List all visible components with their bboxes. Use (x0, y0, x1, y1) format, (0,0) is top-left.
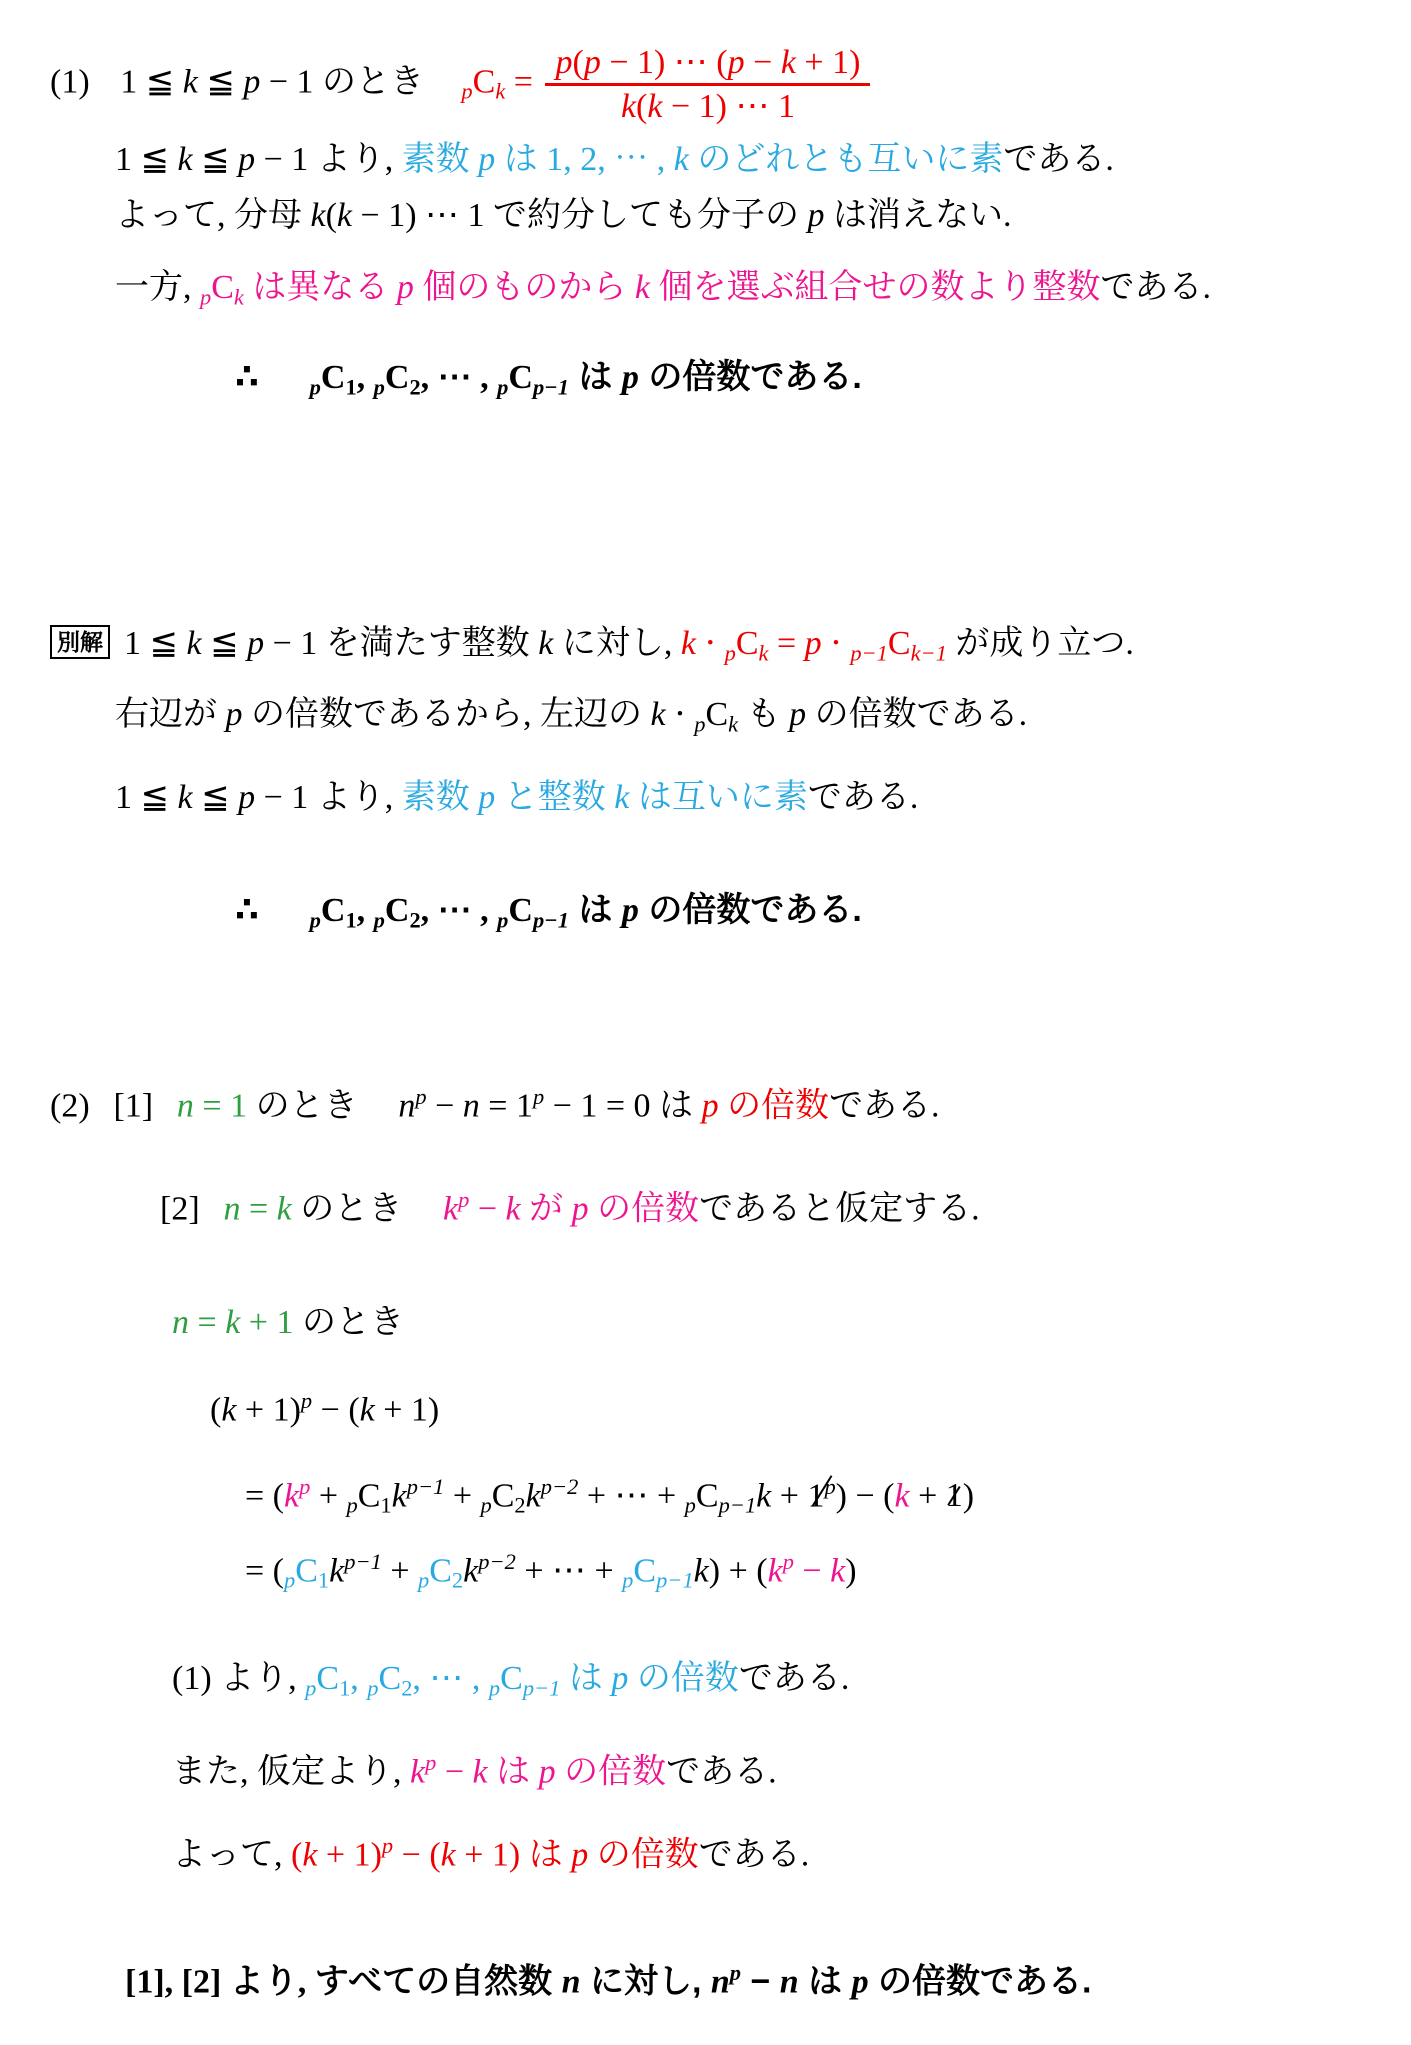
text-segment: は 1, 2, ⋯ , (495, 141, 674, 179)
text-segment: + 1) (795, 44, 861, 81)
text-segment: p (488, 1675, 501, 1701)
text-segment: + ⋯ + (578, 1477, 685, 1515)
text-segment: 2 (514, 1492, 526, 1518)
text-segment: C (705, 696, 729, 734)
text-segment: p (225, 696, 243, 734)
text-segment: k (221, 1391, 237, 1429)
text-segment: − 1 のとき (260, 63, 425, 101)
text-segment: n (223, 1190, 241, 1228)
text-segment: , ⋯ , (412, 1659, 489, 1697)
text-segment: p (782, 1549, 794, 1575)
text-segment: k (830, 1552, 846, 1590)
text-segment: 2 (401, 1675, 413, 1701)
text-segment: + (381, 1552, 418, 1590)
text-segment: p (571, 1835, 589, 1873)
text-segment: の倍数であるから, 左辺の (242, 696, 651, 734)
text-segment: C (378, 1659, 402, 1697)
text-segment: は消えない. (824, 197, 1012, 235)
text-segment: C (735, 624, 759, 662)
text-segment: p (478, 779, 496, 817)
text-segment: p−1 (718, 1492, 757, 1518)
text-segment: p (381, 1832, 394, 1858)
text-segment: p (396, 269, 414, 307)
cancelled-term (807, 1464, 835, 1519)
text-segment: k (284, 1477, 300, 1515)
text-segment: − ( (393, 1835, 441, 1873)
line-alt-coprime (0, 775, 1411, 821)
text-segment: C (295, 1552, 318, 1590)
text-segment: k (391, 1477, 407, 1515)
text-segment: C (320, 892, 346, 930)
text-segment: p (532, 1083, 545, 1109)
text-segment: p (824, 1473, 836, 1499)
text-segment: k (728, 711, 739, 737)
text-segment: 1 (345, 907, 357, 933)
text-segment: k (756, 1477, 772, 1515)
text-segment: も (738, 696, 790, 734)
text-segment: ≦ (197, 63, 244, 101)
text-segment: p (284, 1567, 296, 1593)
text-segment: 個のものから (413, 269, 635, 307)
text-segment: は互いに素 (629, 779, 808, 817)
text-segment: − (793, 1552, 831, 1590)
text-segment: が成り立つ. (946, 624, 1134, 662)
text-segment: − 1 より, (255, 779, 402, 817)
text-segment: n (172, 1304, 189, 1342)
text-segment: k (329, 1552, 345, 1590)
text-segment: ≦ (201, 624, 248, 662)
text-segment: また, 仮定より, (172, 1753, 410, 1791)
text-segment: , (350, 1659, 368, 1697)
text-segment: + 1) (236, 1391, 301, 1429)
text-segment: C (472, 63, 496, 101)
line-2-final-conclusion (0, 1950, 1411, 2005)
line-2-inductive-hypothesis (0, 1177, 1411, 1232)
text-segment: k (186, 624, 202, 662)
text-segment: p−1 (532, 907, 569, 933)
text-segment: + (771, 1477, 808, 1515)
text-segment: である. (698, 1835, 810, 1873)
text-segment: p−1 (406, 1473, 445, 1499)
text-segment: , ⋯ , (420, 892, 498, 930)
line-alt-start (0, 619, 1411, 676)
text-segment: p (611, 1659, 629, 1697)
text-segment: p (367, 1675, 379, 1701)
text-segment: C (508, 892, 533, 930)
line-1-pck-integer (0, 265, 1411, 320)
text-segment: k (410, 1753, 426, 1791)
cancelled-term (946, 1473, 963, 1519)
text-segment: n (779, 1963, 799, 2001)
text-segment: p (373, 907, 385, 933)
text-segment: の倍数である. (638, 358, 862, 397)
text-segment: − ( (312, 1391, 360, 1429)
text-segment: p (727, 44, 745, 81)
text-segment: = (505, 63, 542, 101)
text-segment: k (463, 1552, 479, 1590)
line-2-hypothesis-multiple (0, 1740, 1411, 1795)
text-segment: ⋅ (695, 624, 725, 662)
text-segment: 素数 (401, 779, 479, 817)
text-segment: p (418, 1567, 430, 1593)
line-1-binom-formula (0, 42, 1411, 127)
text-segment: すべての自然数 (314, 1962, 562, 2001)
text-segment: は (569, 891, 622, 930)
text-segment: k (758, 640, 769, 666)
text-segment: p (571, 1190, 589, 1228)
text-segment: k (472, 1753, 488, 1791)
text-segment: k (780, 44, 796, 81)
text-segment: ( (572, 44, 584, 81)
text-segment: C (695, 1477, 719, 1515)
text-segment: p (238, 141, 256, 179)
text-segment: が (520, 1190, 572, 1228)
text-segment: p (373, 374, 385, 400)
text-segment: 1 ≦ (124, 624, 187, 662)
line-2-expansion-lhs (0, 1378, 1411, 1433)
text-segment: よって, (172, 1835, 291, 1873)
text-segment: = ( (245, 1552, 284, 1590)
text-segment: ( (636, 88, 648, 126)
text-segment: ) + ( (708, 1552, 768, 1590)
text-segment: (1) より, (172, 1659, 306, 1697)
text-segment: k (276, 1190, 292, 1228)
text-segment: のとき (293, 1304, 404, 1342)
text-segment: 1 (317, 1567, 330, 1593)
text-segment: − 1 を満たす整数 (264, 624, 539, 662)
text-segment: k−1 (910, 640, 947, 666)
text-segment: = (240, 1190, 277, 1228)
text-segment: [1], [2] より, (125, 1963, 315, 2001)
text-segment: p (300, 1388, 313, 1414)
text-segment: C (633, 1552, 657, 1590)
text-segment: + 1) (374, 1391, 440, 1429)
text-segment: の倍数 (588, 1835, 699, 1873)
text-segment: p (346, 1492, 358, 1518)
text-segment: p (425, 1750, 437, 1776)
text-segment: = 1 (193, 1087, 248, 1125)
text-segment: p (458, 1187, 470, 1213)
text-segment: C (211, 269, 234, 307)
text-segment: の倍数 (588, 1190, 700, 1228)
text-segment: の倍数 (718, 1087, 830, 1125)
text-segment: p (555, 44, 573, 81)
text-segment: , (356, 892, 374, 930)
text-segment: p−1 (850, 640, 888, 666)
text-segment: p (305, 1675, 317, 1701)
text-segment: p−2 (540, 1473, 579, 1499)
text-segment: は異なる (243, 269, 397, 307)
text-segment: p−1 (522, 1675, 561, 1701)
text-segment: ( (325, 197, 337, 235)
alt-solution-label: 別解 (50, 625, 110, 659)
text-segment: + 1) (455, 1835, 521, 1873)
text-segment: p−1 (344, 1549, 382, 1575)
text-segment: の倍数である. (868, 1962, 1092, 2001)
text-segment: k (647, 88, 663, 126)
text-segment: C (500, 1659, 523, 1697)
text-segment: p−1 (656, 1567, 694, 1593)
text-segment: p (807, 197, 825, 235)
text-segment: [2] (160, 1190, 200, 1228)
line-2-base-case (0, 1074, 1411, 1129)
text-segment: C (384, 892, 410, 930)
text-segment: − (426, 1087, 463, 1125)
text-segment: p (789, 696, 807, 734)
text-segment: p (804, 624, 822, 662)
text-segment: k (538, 624, 554, 662)
text-segment: + (909, 1477, 946, 1515)
fraction (545, 42, 870, 127)
text-segment: ∴ (235, 358, 259, 397)
text-segment: と整数 (495, 779, 615, 817)
text-segment: 2 (409, 907, 421, 933)
text-segment: p (497, 374, 509, 400)
text-segment: p (622, 1567, 634, 1593)
text-segment: − (436, 1753, 473, 1791)
text-segment: 2 (451, 1567, 464, 1593)
text-segment: p (729, 1959, 741, 1985)
text-segment: p (415, 1083, 427, 1109)
text-segment: C (887, 624, 911, 662)
text-segment: = (768, 624, 805, 662)
text-segment: のとき (291, 1190, 403, 1228)
text-segment: ∴ (235, 891, 259, 930)
fraction-denominator (545, 83, 870, 127)
text-segment: である. (829, 1087, 940, 1125)
text-segment: は (487, 1753, 539, 1791)
text-segment: + (310, 1477, 347, 1515)
text-segment: C (429, 1552, 452, 1590)
text-segment: は (520, 1835, 572, 1873)
text-segment: 個を選ぶ組合せの数より整数 (649, 269, 1101, 307)
text-segment: である. (1100, 269, 1211, 307)
text-segment: p (701, 1087, 719, 1125)
text-segment: p (480, 1492, 492, 1518)
text-segment: + ⋯ + (515, 1552, 623, 1590)
text-segment: p (724, 640, 736, 666)
text-segment: k (495, 78, 506, 104)
text-segment: は (569, 358, 622, 397)
text-segment: 1 (807, 1477, 825, 1515)
fraction-numerator (545, 42, 870, 83)
text-segment: k (443, 1190, 459, 1228)
text-segment: の倍数 (555, 1753, 667, 1791)
text-segment: = (189, 1304, 226, 1342)
text-segment: の倍数 (628, 1659, 739, 1697)
text-segment: 1 (339, 1675, 351, 1701)
text-segment: 2 (409, 374, 421, 400)
text-segment: に対し, (580, 1962, 711, 2001)
text-segment: 右辺が (115, 696, 226, 734)
text-segment: ) (962, 1477, 975, 1515)
text-segment: k (894, 1477, 910, 1515)
text-segment: p (247, 624, 265, 662)
text-segment: k (310, 197, 326, 235)
text-segment: である. (738, 1659, 850, 1697)
text-segment: = 1 (479, 1087, 533, 1125)
text-segment: ) − ( (835, 1477, 895, 1515)
text-segment: n (561, 1963, 581, 2001)
text-segment: k (693, 1552, 709, 1590)
text-segment: k (525, 1477, 541, 1515)
text-segment: k (505, 1190, 521, 1228)
text-segment: ( (291, 1835, 303, 1873)
text-segment: − (744, 44, 781, 81)
text-segment: である. (666, 1753, 777, 1791)
text-segment: p (684, 1492, 696, 1518)
line-2-expansion-grouped (0, 1539, 1411, 1604)
text-segment: ( (210, 1391, 222, 1429)
text-segment: k (336, 197, 353, 235)
text-segment: − 1) ⋯ 1 で約分しても分子の (352, 197, 808, 235)
text-segment: ) (845, 1552, 857, 1590)
text-segment: k (673, 141, 689, 179)
text-segment: ≦ (192, 141, 239, 179)
text-segment: は (798, 1962, 852, 2001)
text-segment: p (538, 1753, 556, 1791)
text-segment: C (384, 359, 410, 397)
text-segment: p (583, 44, 601, 81)
text-segment: k (634, 269, 650, 307)
text-segment: k (177, 141, 193, 179)
text-segment: p (299, 1473, 311, 1499)
text-segment: は (560, 1659, 612, 1697)
line-1-coprime (0, 137, 1411, 183)
text-segment: である. (807, 779, 919, 817)
line-2-step-conclusion (0, 1823, 1411, 1878)
line-alt-rhs-multiple (0, 692, 1411, 747)
text-segment: C (508, 359, 533, 397)
text-segment: , ⋯ , (420, 359, 498, 397)
text-segment: のとき (247, 1087, 358, 1125)
text-segment: k (767, 1552, 783, 1590)
text-segment: k (359, 1391, 375, 1429)
text-segment: C (491, 1477, 515, 1515)
text-segment: k (302, 1835, 318, 1873)
text-segment: p (238, 779, 256, 817)
text-segment: k (440, 1835, 456, 1873)
text-segment: C (320, 359, 346, 397)
text-segment: k (182, 63, 198, 101)
text-segment: k (620, 88, 637, 126)
text-segment: C (316, 1659, 340, 1697)
text-segment: p (497, 907, 509, 933)
text-segment: ≦ (192, 779, 239, 817)
text-segment: よって, 分母 (115, 197, 311, 235)
text-segment: 1 (380, 1492, 392, 1518)
text-segment: ⋅ (821, 624, 851, 662)
text-segment: n (398, 1087, 416, 1125)
text-segment: p (478, 141, 496, 179)
text-segment: に対し, (553, 624, 681, 662)
text-segment: 1 (345, 374, 357, 400)
text-segment: k (650, 696, 666, 734)
text-segment: C (357, 1477, 381, 1515)
text-segment: − (469, 1190, 506, 1228)
text-segment: p (621, 892, 639, 930)
line-2-step-intro (0, 1300, 1411, 1346)
text-segment: 素数 (401, 141, 479, 179)
text-segment: p−2 (478, 1549, 516, 1575)
text-segment: − (740, 1962, 780, 2001)
text-segment: ⋅ (665, 696, 695, 734)
text-segment: k (614, 779, 630, 817)
text-segment: p−1 (532, 374, 569, 400)
line-1-numerator-p-remains (0, 193, 1411, 239)
text-segment: p (309, 374, 321, 400)
text-segment: − 1) ⋯ 1 (662, 88, 795, 126)
text-segment: [1] (113, 1087, 154, 1125)
text-segment: (2) (50, 1087, 90, 1125)
text-segment: のどれとも互いに素 (688, 141, 1004, 179)
text-segment: k (233, 284, 244, 310)
text-segment: + 1 (240, 1304, 294, 1342)
text-segment: 1 (945, 1477, 963, 1515)
line-alt-conclusion (0, 887, 1411, 943)
text-segment: n (462, 1087, 480, 1125)
text-segment: 1 ≦ (115, 141, 178, 179)
text-segment: の倍数である. (638, 891, 862, 930)
text-segment: n (176, 1087, 194, 1125)
text-segment: p (243, 63, 261, 101)
text-segment: p (461, 78, 473, 104)
text-segment: p (694, 711, 706, 737)
text-segment: 1 ≦ (115, 779, 178, 817)
text-segment: n (710, 1963, 730, 2001)
text-segment: = ( (245, 1477, 284, 1515)
line-2-pck-multiples (0, 1656, 1411, 1711)
text-segment: k (225, 1304, 241, 1342)
text-segment: − 1) ⋯ ( (600, 44, 728, 81)
text-segment: + 1) (317, 1835, 382, 1873)
line-2-expansion-binomial (0, 1464, 1411, 1529)
text-segment: − 1 = 0 は (544, 1087, 702, 1125)
text-segment: + (444, 1477, 481, 1515)
text-segment: p (309, 907, 321, 933)
text-segment: k (680, 624, 696, 662)
line-1-conclusion (0, 354, 1411, 410)
text-segment: (1) (50, 63, 90, 101)
text-segment: p (621, 359, 639, 397)
text-segment: p (200, 284, 212, 310)
text-segment: p (851, 1963, 869, 2001)
text-segment: である. (1003, 141, 1114, 179)
text-segment: 一方, (115, 269, 200, 307)
text-segment: であると仮定する. (699, 1190, 980, 1228)
text-segment: 1 ≦ (120, 63, 183, 101)
text-segment: − 1 より, (255, 141, 402, 179)
text-segment: k (177, 779, 193, 817)
text-segment: の倍数である. (806, 696, 1028, 734)
text-segment: , (356, 359, 374, 397)
